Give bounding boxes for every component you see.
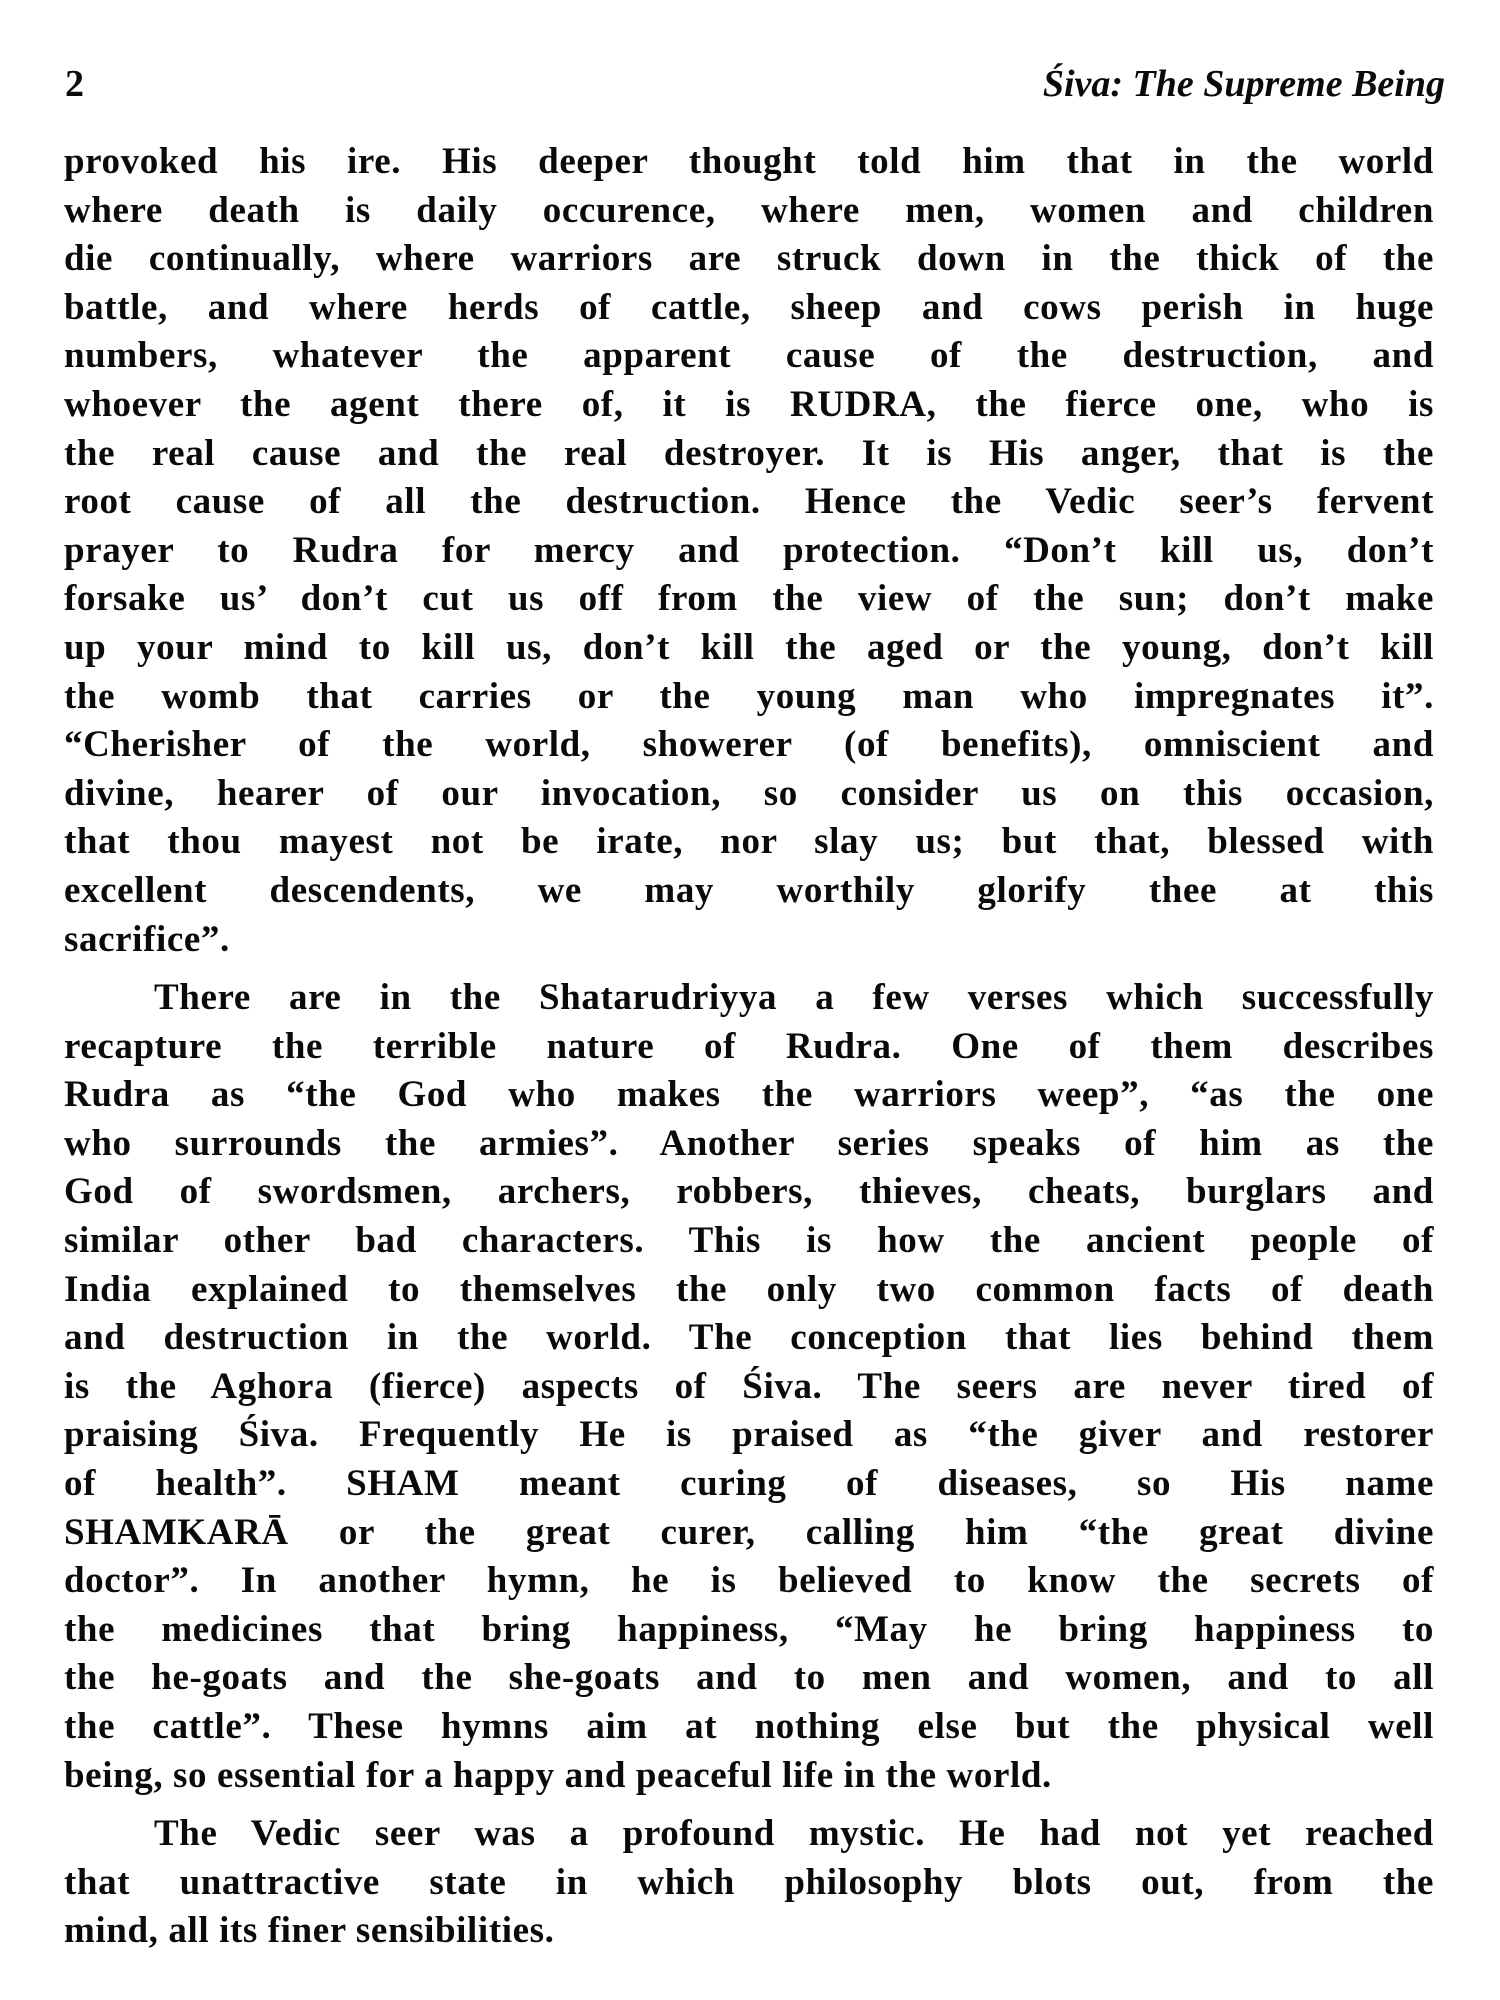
text-line: root cause of all the destruction. Hence the Vedic seer’s fervent <box>64 481 1434 523</box>
paragraph <box>64 974 1434 1800</box>
text-line: that unattractive state in which philosophy blots out, from the <box>64 1861 1434 1903</box>
text-line: “Cherisher of the world, showerer (of benefits), omniscient and <box>64 724 1434 766</box>
text-line: The Vedic seer was a profound mystic. He had not yet reached <box>154 1813 1434 1855</box>
text-line: provoked his ire. His deeper thought told him that in the world <box>64 141 1434 182</box>
text-line: recapture the terrible nature of Rudra. One of them describes <box>64 1025 1434 1067</box>
text-line: India explained to themselves the only two common facts of death <box>64 1268 1434 1310</box>
text-line: being, so essential for a happy and peaceful life in the world. <box>64 1754 1052 1796</box>
page-header <box>65 62 1445 112</box>
text-line: where death is daily occurence, where men, women and children <box>64 189 1434 231</box>
text-line: that thou mayest not be irate, nor slay us; but that, blessed with <box>64 821 1434 863</box>
text-line: up your mind to kill us, don’t kill the aged or the young, don’t kill <box>64 626 1434 668</box>
text-line: the womb that carries or the young man who impregnates it”. <box>64 675 1434 717</box>
text-line: mind, all its finer sensibilities. <box>64 1910 555 1952</box>
text-line: forsake us’ don’t cut us off from the view of the sun; don’t make <box>64 578 1434 620</box>
text-line: whoever the agent there of, it is RUDRA, the fierce one, who is <box>64 383 1434 425</box>
text-line: is the Aghora (fierce) aspects of Śiva. The seers are never tired of <box>64 1365 1434 1407</box>
text-line: numbers, whatever the apparent cause of the destruction, and <box>64 335 1434 377</box>
text-line: the he-goats and the she-goats and to men and women, and to all <box>64 1657 1434 1699</box>
text-line: prayer to Rudra for mercy and protection. “Don’t kill us, don’t <box>64 529 1434 571</box>
text-line: and destruction in the world. The conception that lies behind them <box>64 1317 1434 1359</box>
text-line: SHAMKARĀ or the great curer, calling him “the great divine <box>64 1511 1434 1553</box>
paragraph <box>64 138 1434 964</box>
body-text <box>64 138 1434 1966</box>
text-line: who surrounds the armies”. Another series speaks of him as the <box>64 1122 1434 1164</box>
text-line: the real cause and the real destroyer. It is His anger, that is the <box>64 432 1434 474</box>
text-line: similar other bad characters. This is how the ancient people of <box>64 1220 1434 1262</box>
text-line: of health”. SHAM meant curing of diseases, so His name <box>64 1463 1434 1505</box>
text-line: battle, and where herds of cattle, sheep and cows perish in huge <box>64 286 1434 328</box>
running-title: Śiva: The Supreme Being <box>1042 63 1445 105</box>
page-number: 2 <box>65 63 84 105</box>
text-line: God of swordsmen, archers, robbers, thieves, cheats, burglars and <box>64 1171 1434 1213</box>
paragraph <box>64 1810 1434 1956</box>
text-line: die continually, where warriors are struck down in the thick of the <box>64 238 1434 280</box>
text-line: doctor”. In another hymn, he is believed to know the secrets of <box>64 1560 1434 1602</box>
text-line: There are in the Shatarudriyya a few verses which successfully <box>154 977 1434 1019</box>
text-line: divine, hearer of our invocation, so consider us on this occasion, <box>64 772 1434 814</box>
text-line: sacrifice”. <box>64 918 230 960</box>
text-line: excellent descendents, we may worthily glorify thee at this <box>64 869 1434 911</box>
text-line: praising Śiva. Frequently He is praised as “the giver and restorer <box>64 1414 1434 1456</box>
text-line: Rudra as “the God who makes the warriors weep”, “as the one <box>64 1074 1434 1116</box>
text-line: the cattle”. These hymns aim at nothing else but the physical well <box>64 1706 1434 1747</box>
text-line: the medicines that bring happiness, “May he bring happiness to <box>64 1608 1434 1650</box>
